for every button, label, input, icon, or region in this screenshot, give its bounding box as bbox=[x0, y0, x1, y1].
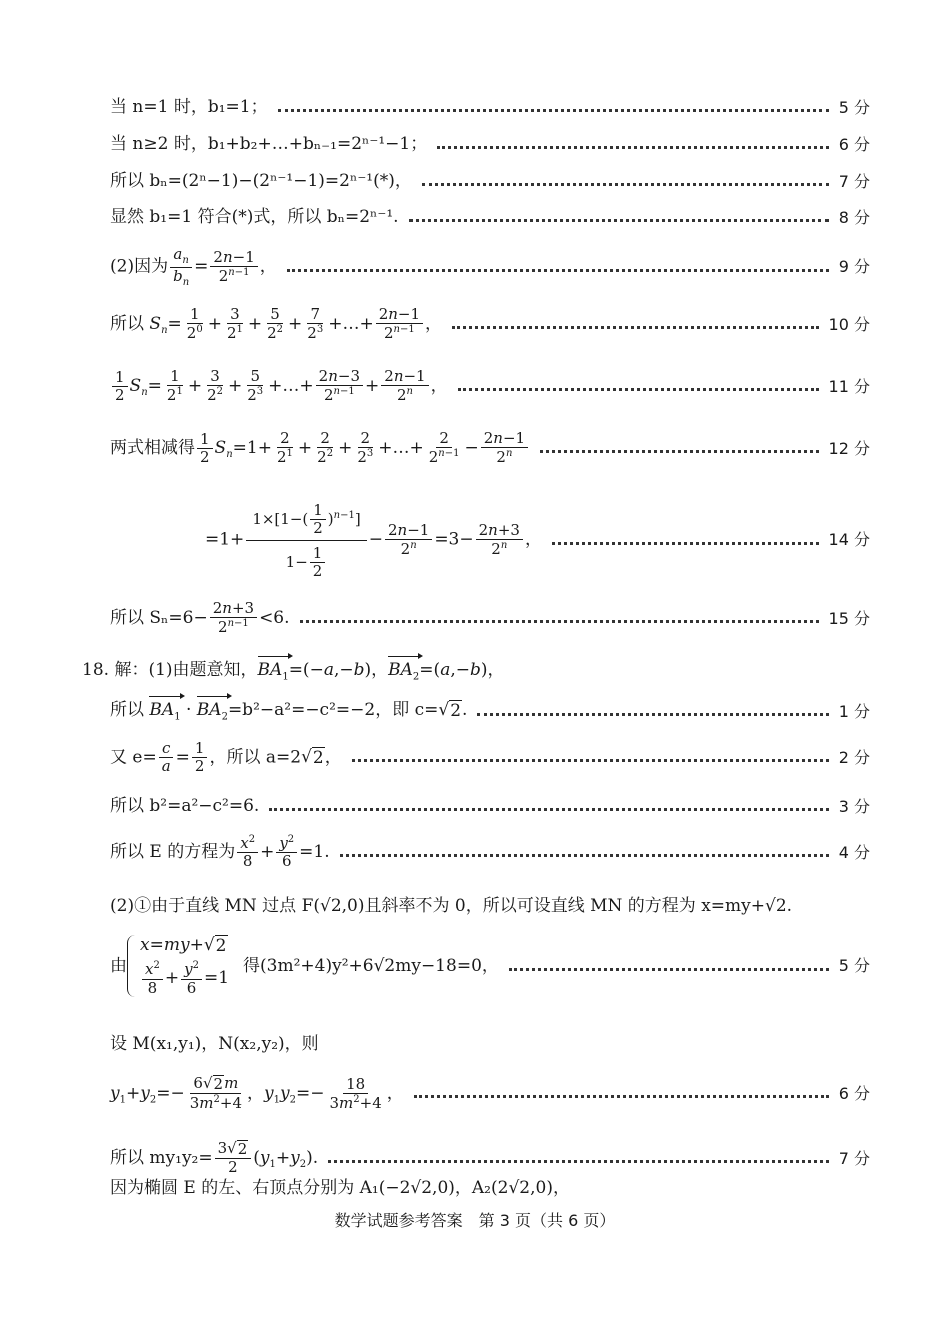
score-label: 1 分 bbox=[838, 702, 870, 722]
solution-line bbox=[110, 1075, 870, 1113]
leader-dots bbox=[352, 759, 829, 762]
score-label: 14 分 bbox=[828, 530, 870, 550]
solution-line bbox=[110, 834, 870, 871]
line-text: 得(3m²+4)y²+6√2my−18=0， bbox=[243, 955, 499, 976]
line-text: 所以 bₙ=(2ⁿ−1)−(2ⁿ⁻¹−1)=2ⁿ⁻¹(*)， bbox=[110, 171, 412, 191]
line-text: (2)因为 bbox=[110, 256, 169, 277]
score-label: 6 分 bbox=[838, 134, 870, 154]
line-text: 所以 b²=a²−c²=6. bbox=[110, 796, 260, 816]
score-label: 12 分 bbox=[828, 438, 870, 458]
score-label: 3 分 bbox=[838, 796, 870, 816]
solution-line bbox=[110, 1178, 870, 1198]
line-text: 由 bbox=[110, 955, 127, 976]
score-label: 4 分 bbox=[838, 842, 870, 862]
leader-dots bbox=[477, 713, 828, 716]
math-expression: 又 e= $\frac{c}{a}$ = $\frac{1}{2}$ ，所以 a=2√ 2 ， bbox=[110, 739, 342, 776]
math-expression: 18. 解：(1)由题意知，$BA_1=(-a,-b)$，$BA_2=(a,-b)$， bbox=[82, 660, 505, 683]
math-expression: 所以 my₁y₂= 3√ 2 2 $(y_1+y_2)$. bbox=[110, 1139, 319, 1177]
math-expression: (2)因为 $\frac{a_n}{b_n}$ = $\frac{2n-1}{2^{n-1}}$ ， bbox=[110, 245, 277, 288]
math-expression: 所以 $BA_1 \cdot BA_2=b^2-a^2=-c^2=-2$，即 c=√ 2 . bbox=[110, 700, 468, 723]
leader-dots bbox=[278, 109, 829, 112]
solution-line bbox=[110, 935, 870, 997]
score-label: 5 分 bbox=[838, 956, 870, 976]
math-expression: =1+ 1×[1−( $\frac{1}{2}$ )$^{n-1}$] 1− $\frac{1}{2}$ − $\frac{2n-1}{2^n}$ =3− $\frac{2n+3}{2^n}$ ， bbox=[205, 501, 542, 580]
leader-dots bbox=[509, 968, 829, 971]
line-text: 当 n=1 时，b₁=1； bbox=[110, 97, 268, 117]
solution-line bbox=[110, 97, 870, 117]
page-footer: 数学试题参考答案 第 3 页（共 6 页） bbox=[334, 1211, 616, 1230]
line-text: =b²−a²=−c²=−2，即 c= bbox=[227, 700, 439, 720]
math-expression: $y_1+y_2=-$ 6√ 2 m $3m^2+4$ ，$y_1y_2=-$ $\frac{18}{3m^2+4}$ ， bbox=[110, 1074, 404, 1113]
solution-line bbox=[110, 134, 870, 154]
question-18-header bbox=[82, 660, 870, 683]
leader-dots bbox=[269, 808, 828, 811]
fraction: $\frac{2n-1}{2^{n-1}}$ bbox=[210, 249, 257, 286]
score-label: 11 分 bbox=[828, 376, 870, 396]
leader-dots bbox=[409, 219, 829, 222]
solution-line bbox=[110, 171, 870, 191]
solution-line bbox=[110, 207, 870, 227]
line-text: 所以 Sₙ=6− bbox=[110, 607, 208, 628]
solution-line bbox=[110, 1140, 870, 1177]
solution-line bbox=[205, 500, 870, 580]
leader-dots bbox=[458, 388, 819, 391]
leader-dots bbox=[340, 854, 829, 857]
leader-dots bbox=[552, 542, 819, 545]
score-label: 9 分 bbox=[838, 257, 870, 277]
solution-line bbox=[110, 740, 870, 776]
math-expression: 由 x=my+√ 2 $\frac{x^2}{8}$ + $\frac{y^2}{6}$ =1 得(3m²+4)y²+6√2my−18=0， bbox=[110, 935, 499, 997]
solution-line bbox=[110, 368, 870, 405]
fraction: $\frac{a_n}{b_n}$ bbox=[170, 246, 192, 288]
score-label: 8 分 bbox=[838, 207, 870, 227]
score-label: 7 分 bbox=[838, 1148, 870, 1168]
line-text: 因为椭圆 E 的左、右顶点分别为 A₁(−2√2,0)，A₂(2√2,0)， bbox=[110, 1178, 570, 1198]
solution-line bbox=[110, 430, 870, 467]
line-text: 所以 my₁y₂= bbox=[110, 1147, 213, 1168]
solution-line bbox=[110, 246, 870, 288]
line-text: 又 e= bbox=[110, 747, 157, 768]
math-expression: 所以 E 的方程为 $\frac{x^2}{8}$ + $\frac{y^2}{6}$ =1. bbox=[110, 834, 330, 871]
score-label: 2 分 bbox=[838, 748, 870, 768]
solution-line bbox=[110, 796, 870, 816]
score-label: 10 分 bbox=[828, 314, 870, 334]
line-text: 显然 b₁=1 符合(*)式，所以 bₙ=2ⁿ⁻¹. bbox=[110, 207, 399, 227]
math-expression: 所以 $S_n=$ $\frac{1}{2^0}$ + $\frac{3}{2^1}$ + $\frac{5}{2^2}$ + $\frac{7}{2^3}$ +…+ $\frac{2n-1}{2^{n-1}}$ ， bbox=[110, 305, 443, 343]
math-expression: 所以 Sₙ=6− $\frac{2n+3}{2^{n-1}}$ <6. bbox=[110, 599, 290, 637]
leader-dots bbox=[437, 146, 828, 149]
line-text: (2)①由于直线 MN 过点 F(√2,0)且斜率不为 0，所以可设直线 MN 的方程为 x=my+√2. bbox=[110, 896, 793, 916]
math-expression: $\frac{1}{2}$ $S_n=$ $\frac{1}{2^1}$ + $\frac{3}{2^2}$ + $\frac{5}{2^3}$ +…+ $\frac{2n-3}{2^{n-1}}$ + $\frac{2n-1}{2^n}$ ， bbox=[110, 368, 448, 405]
line-text: ，所以 a=2 bbox=[209, 747, 302, 768]
leader-dots bbox=[422, 183, 829, 186]
leader-dots bbox=[452, 326, 819, 329]
line-text: 所以 E 的方程为 bbox=[110, 841, 236, 862]
line-text: 设 M(x₁,y₁)，N(x₂,y₂)，则 bbox=[110, 1034, 319, 1054]
score-label: 6 分 bbox=[838, 1084, 870, 1104]
score-label: 15 分 bbox=[828, 608, 870, 628]
score-label: 5 分 bbox=[838, 97, 870, 117]
leader-dots bbox=[414, 1095, 829, 1098]
line-text: 当 n≥2 时，b₁+b₂+…+bₙ₋₁=2ⁿ⁻¹−1； bbox=[110, 134, 428, 154]
solution-line bbox=[110, 600, 870, 637]
solution-line bbox=[110, 700, 870, 723]
solution-line bbox=[110, 896, 870, 916]
solution-line bbox=[110, 1034, 870, 1054]
leader-dots bbox=[300, 620, 819, 623]
leader-dots bbox=[287, 269, 829, 272]
line-text: 18. 解：(1)由题意知， bbox=[82, 660, 258, 680]
solution-line bbox=[110, 306, 870, 343]
score-label: 7 分 bbox=[838, 171, 870, 191]
leader-dots bbox=[328, 1160, 829, 1163]
leader-dots bbox=[540, 450, 818, 453]
brace bbox=[127, 935, 136, 997]
math-expression: 两式相减得 $\frac{1}{2}$ $S_n=1+$ $\frac{2}{2^1}$ + $\frac{2}{2^2}$ + $\frac{2}{2^3}$ +…+ $\frac{2}{2^{n-1}}$ − $\frac{2n-1}{2^n}$ bbox=[110, 430, 530, 467]
